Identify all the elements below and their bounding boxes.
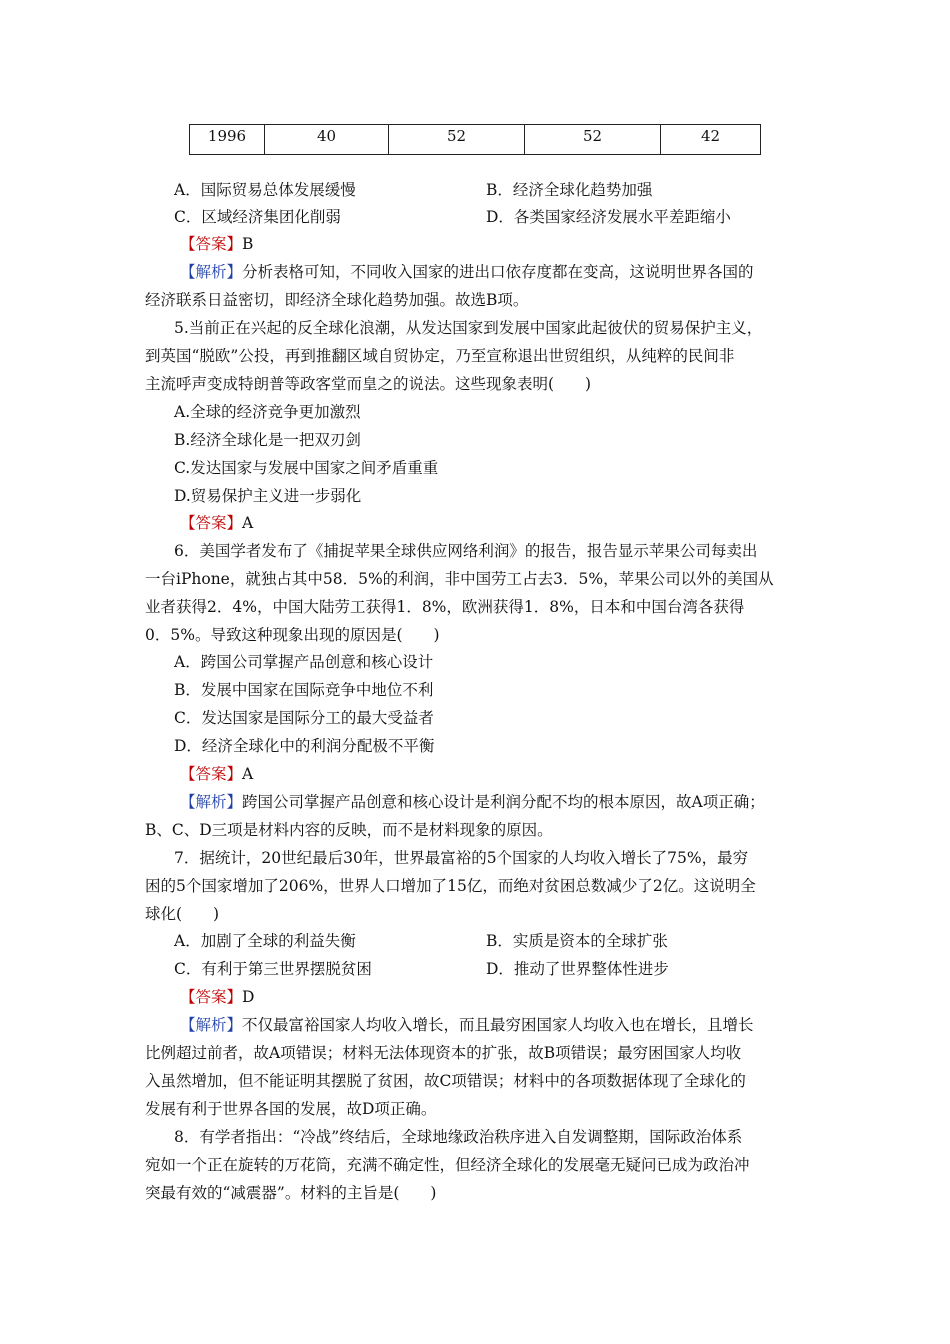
q6-option-c: C．发达国家是国际分工的最大受益者 [174, 709, 434, 727]
q7-stem-line-2: 困的5个国家增加了206%，世界人口增加了15亿，而绝对贫困总数减少了2亿。这说明全 [145, 877, 756, 895]
table-cell: 1996 [190, 125, 265, 155]
analysis-tag: 【解析】 [180, 263, 243, 281]
q7-analysis-line-3: 入虽然增加，但不能证明其摆脱了贫困，故C项错误；材料中的各项数据体现了全球化的 [145, 1072, 746, 1090]
q7-option-a: A．加剧了全球的利益失衡 [174, 932, 356, 950]
q4-analysis-line-2: 经济联系日益密切，即经济全球化趋势加强。故选B项。 [145, 291, 529, 309]
q4-option-d: D．各类国家经济发展水平差距缩小 [486, 208, 731, 226]
q5-stem-line-3: 主流呼声变成特朗普等政客堂而皇之的说法。这些现象表明( ) [145, 375, 592, 393]
q7-option-c: C．有利于第三世界摆脱贫困 [174, 960, 372, 978]
answer-value: A [242, 514, 254, 532]
answer-tag: 【答案】 [180, 765, 243, 783]
analysis-tag: 【解析】 [180, 1016, 243, 1034]
q5-option-b: B.经济全球化是一把双刃剑 [174, 431, 361, 449]
table-row [190, 125, 761, 155]
q4-option-b: B．经济全球化趋势加强 [486, 181, 653, 199]
answer-value: D [242, 988, 255, 1006]
table-cell: 52 [525, 125, 661, 155]
data-table [189, 124, 761, 155]
q7-analysis-line-2: 比例超过前者，故A项错误；材料无法体现资本的扩张，故B项错误；最穷困国家人均收 [145, 1044, 742, 1062]
q6-answer [180, 764, 253, 784]
table-cell: 52 [389, 125, 525, 155]
q5-answer [180, 513, 253, 533]
q6-analysis-line-1 [180, 792, 765, 812]
answer-value: A [242, 765, 254, 783]
q6-stem-line-2: 一台iPhone，就独占其中58．5%的利润，非中国劳工占去3．5%，苹果公司以外的美国从 [145, 570, 774, 588]
q5-option-d: D.贸易保护主义进一步弱化 [174, 487, 362, 505]
q7-analysis-line-4: 发展有利于世界各国的发展，故D项正确。 [145, 1100, 437, 1118]
q6-option-d: D．经济全球化中的利润分配极不平衡 [174, 737, 435, 755]
answer-tag: 【答案】 [180, 988, 243, 1006]
q5-stem-line-1: 5.当前正在兴起的反全球化浪潮，从发达国家到发展中国家此起彼伏的贸易保护主义， [174, 319, 763, 337]
answer-value: B [242, 235, 254, 253]
analysis-text: 不仅最富裕国家人均收入增长，而且最穷困国家人均收入也在增长，且增长 [242, 1016, 754, 1034]
q4-answer [180, 234, 253, 254]
q5-option-c: C.发达国家与发展中国家之间矛盾重重 [174, 459, 439, 477]
q7-stem-line-1: 7．据统计，20世纪最后30年，世界最富裕的5个国家的人均收入增长了75%，最穷 [174, 849, 749, 867]
q6-stem-line-4: 0．5%。导致这种现象出现的原因是( ) [145, 626, 440, 644]
answer-tag: 【答案】 [180, 235, 243, 253]
q4-option-c: C．区域经济集团化削弱 [174, 208, 341, 226]
q4-option-a: A．国际贸易总体发展缓慢 [174, 181, 356, 199]
q5-stem-line-2: 到英国“脱欧”公投，再到推翻区域自贸协定，乃至宣称退出世贸组织，从纯粹的民间非 [145, 347, 735, 365]
q6-analysis-line-2: B、C、D三项是材料内容的反映，而不是材料现象的原因。 [145, 821, 553, 839]
q7-answer [180, 987, 254, 1007]
table-cell: 42 [661, 125, 761, 155]
table-cell: 40 [265, 125, 389, 155]
q7-option-d: D．推动了世界整体性进步 [486, 960, 669, 978]
q8-stem-line-3: 突最有效的“减震器”。材料的主旨是( ) [145, 1184, 437, 1202]
q8-stem-line-1: 8．有学者指出：“冷战”终结后，全球地缘政治秩序进入自发调整期，国际政治体系 [174, 1128, 743, 1146]
q4-analysis-line-1 [180, 262, 754, 282]
q7-stem-line-3: 球化( ) [145, 905, 220, 923]
analysis-tag: 【解析】 [180, 793, 243, 811]
q6-option-b: B．发展中国家在国际竞争中地位不利 [174, 681, 434, 699]
answer-tag: 【答案】 [180, 514, 243, 532]
analysis-text: 跨国公司掌握产品创意和核心设计是利润分配不均的根本原因，故A项正确； [242, 793, 765, 811]
q6-stem-line-3: 业者获得2．4%，中国大陆劳工获得1．8%，欧洲获得1．8%，日本和中国台湾各获得 [145, 598, 745, 616]
analysis-text: 分析表格可知，不同收入国家的进出口依存度都在变高，这说明世界各国的 [242, 263, 754, 281]
q7-analysis-line-1 [180, 1015, 754, 1035]
q7-option-b: B．实质是资本的全球扩张 [486, 932, 668, 950]
q6-stem-line-1: 6．美国学者发布了《捕捉苹果全球供应网络利润》的报告，报告显示苹果公司每卖出 [174, 542, 758, 560]
q6-option-a: A．跨国公司掌握产品创意和核心设计 [174, 653, 434, 671]
q5-option-a: A.全球的经济竞争更加激烈 [174, 403, 361, 421]
q8-stem-line-2: 宛如一个正在旋转的万花筒，充满不确定性，但经济全球化的发展毫无疑问已成为政治冲 [145, 1156, 750, 1174]
